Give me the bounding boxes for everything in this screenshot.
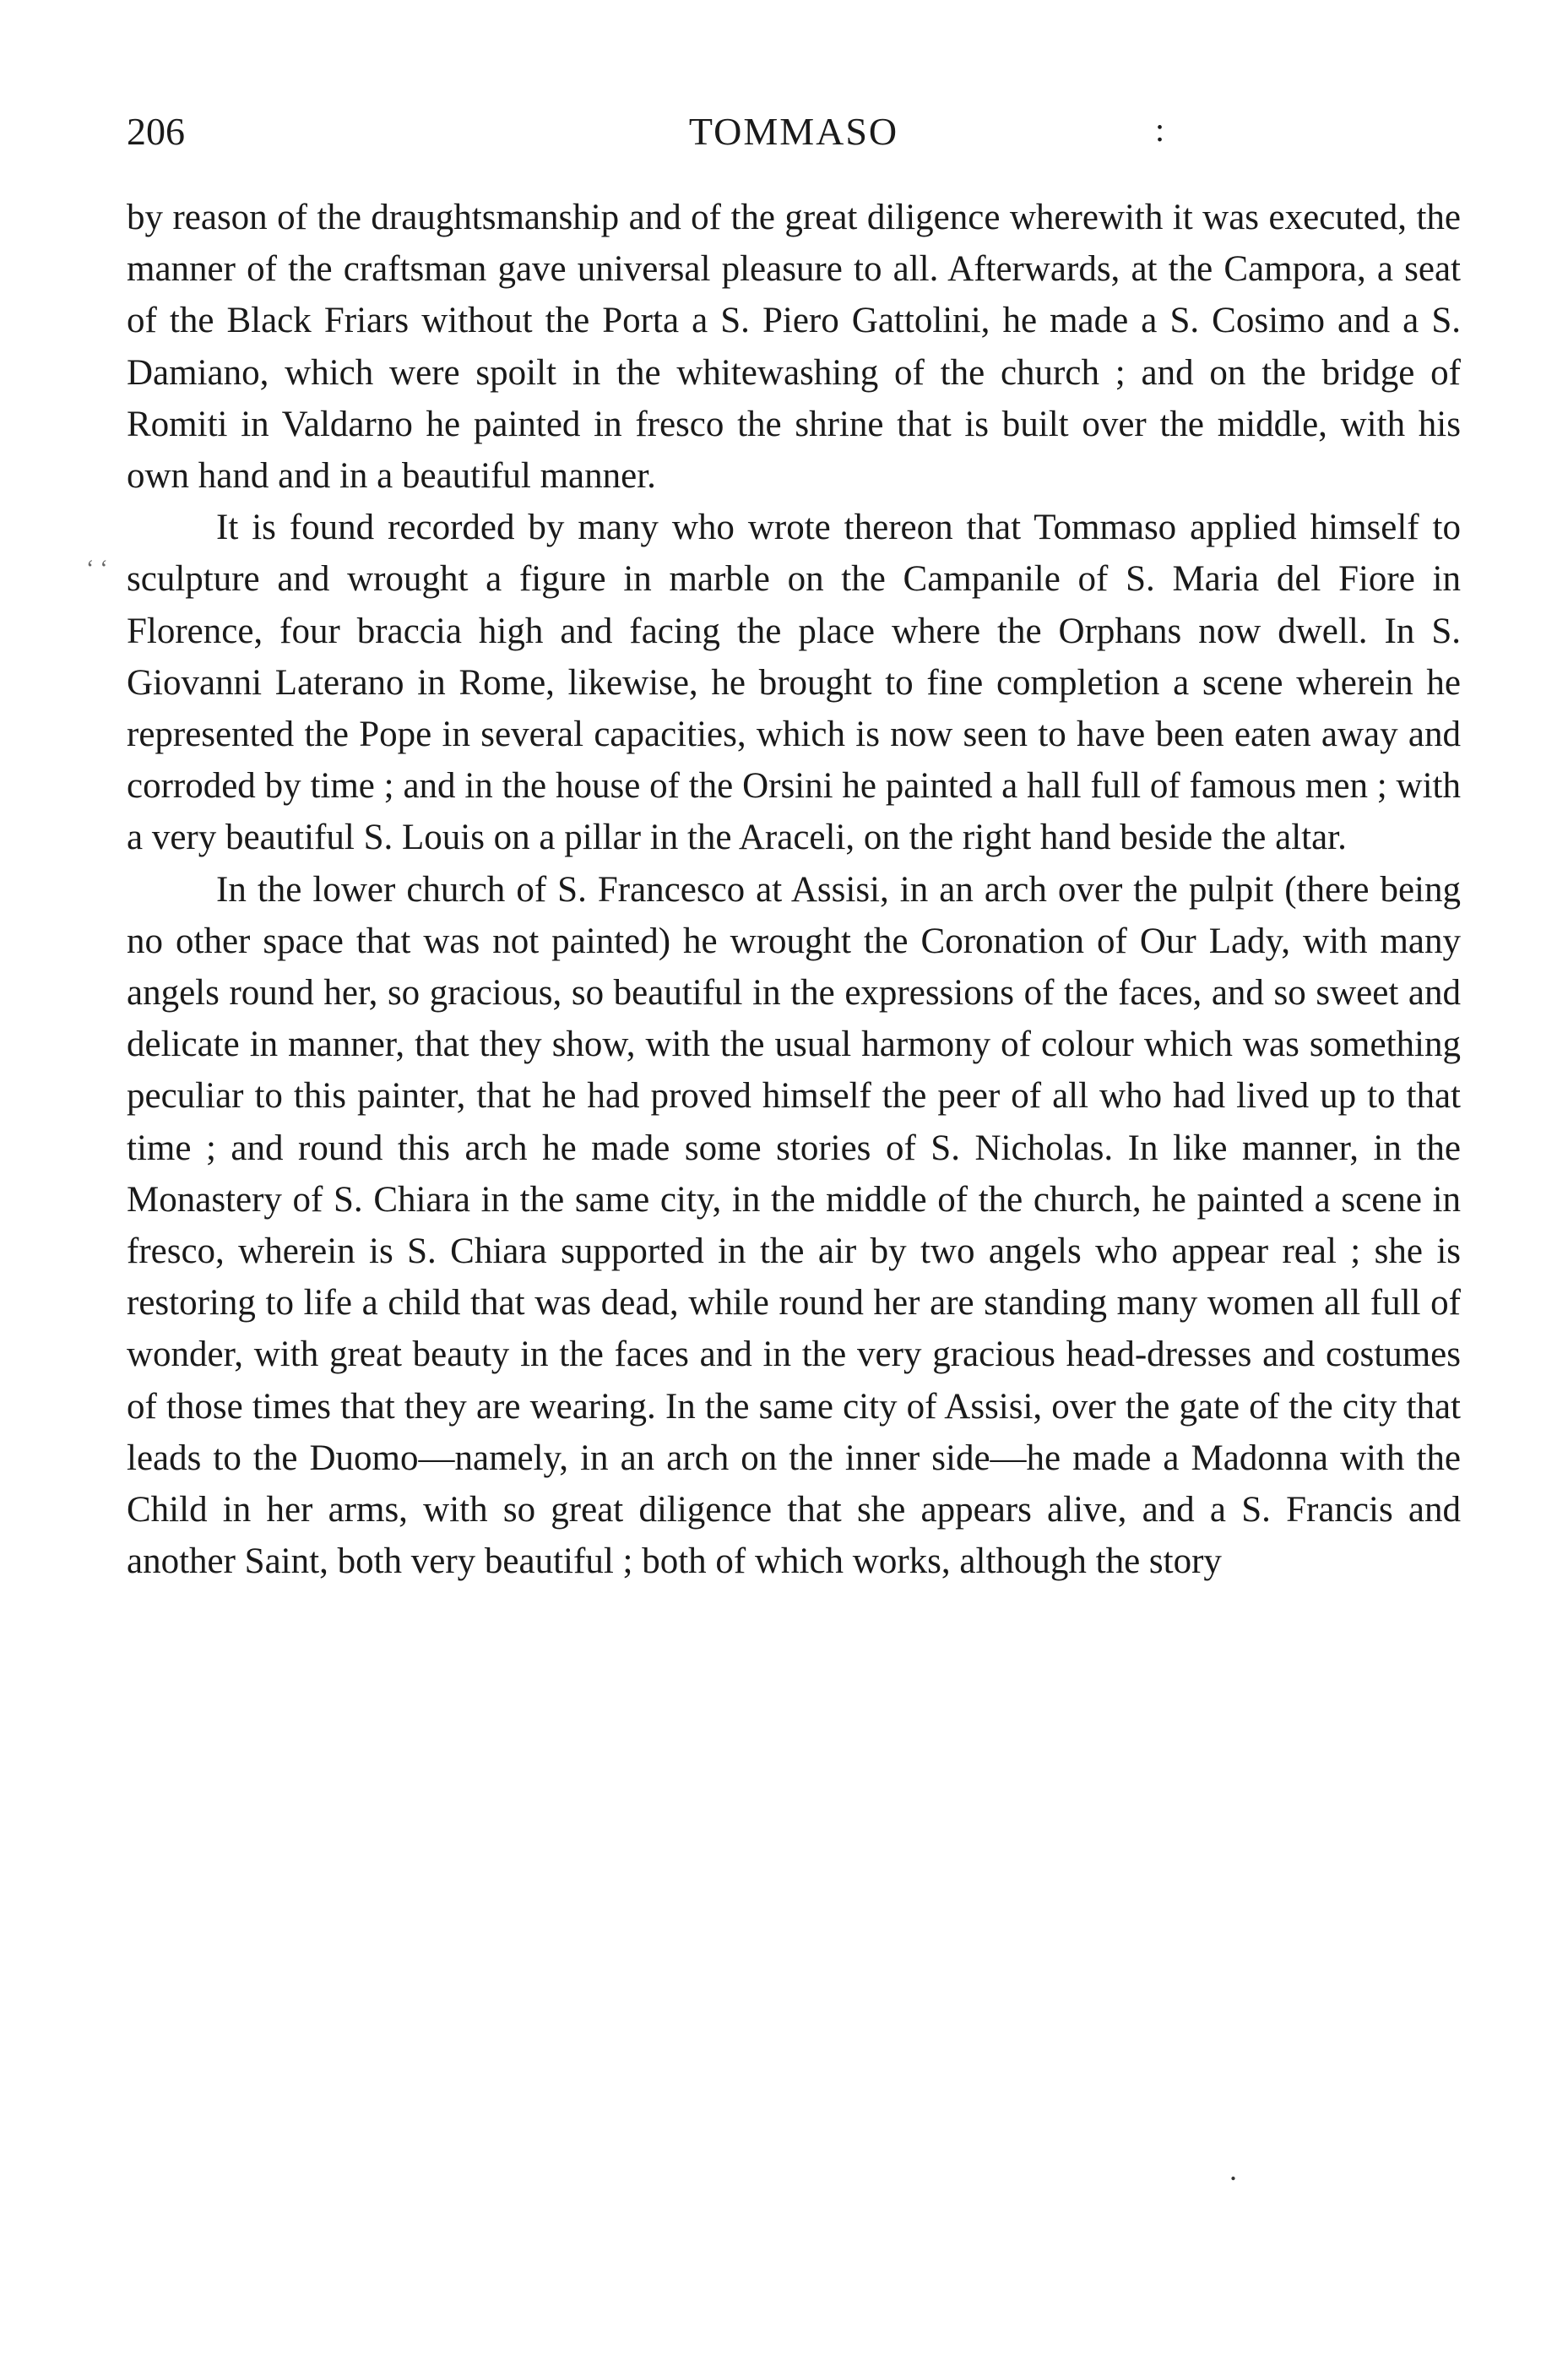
paragraph-continuation: by reason of the draughtsmanship and of the great diligence wherewith it was executed, the manner of the craftsman gave universal pleasure to all. Afterwards, at the Campora, a seat of the Black Friars without the Porta a S. Piero Gattolini, he made a S. Cosimo and a S. Damiano, which were spoilt in the whitewashing of the church ; and on the bridge of Romiti in Valdarno he painted in fresco the shrine that is built over the middle, with his own hand and in a beautiful manner.	[127, 198, 1461, 497]
paragraph-tommaso-sculpture: It is found recorded by many who wrote thereon that Tommaso applied himself to sculpture and wrought a figure in marble on the Campanile of S. Maria del Fiore in Florence, four braccia high and facing the place where the Orphans now dwell. In S. Giovanni Laterano in Rome, likewise, he brought to fine completion a scene wherein he represented the Pope in several capacities, which is now seen to have been eaten away and corroded by time ; and in the house of the Orsini he painted a hall full of famous men ; with a very beautiful S. Louis on a pillar in the Araceli, on the right hand beside the altar.	[127, 508, 1461, 858]
paragraph-assisi: In the lower church of S. Francesco at Assisi, in an arch over the pulpit (there being no other space that was not painted) he wrought the Coronation of Our Lady, with many angels round her, so gracious, so beautiful in the expressions of the faces, and so sweet and delicate in manner, that they show, with the usual harmony of colour which was something peculiar to this painter, that he had proved himself the peer of all who had lived up to that time ; and round this arch he made some stories of S. Nicholas. In like manner, in the Monastery of S. Chiara in the same city, in the middle of the church, he painted a scene in fresco, wherein is S. Chiara supported in the air by two angels who appear real ; she is restoring to life a child that was dead, while round her are standing many women all full of wonder, with great beauty in the faces and in the very gracious head-dresses and costumes of those times that they are wearing. In the same city of Assisi, over the gate of the city that leads to the Duomo—namely, in an arch on the inner side—he made a Madonna with the Child in her arms, with so great diligence that she appears alive, and a S. Francis and another Saint, both very beautiful ; both of which works, although the story	[127, 869, 1461, 1582]
header-mark: :	[1155, 111, 1165, 149]
page-number: 206	[127, 110, 185, 153]
running-head: TOMMASO	[688, 110, 899, 153]
margin-mark: ‘ ‘	[86, 556, 108, 582]
body-text	[127, 192, 1461, 1587]
stray-dot-mark: .	[1229, 2153, 1237, 2187]
page-header	[127, 106, 1461, 157]
